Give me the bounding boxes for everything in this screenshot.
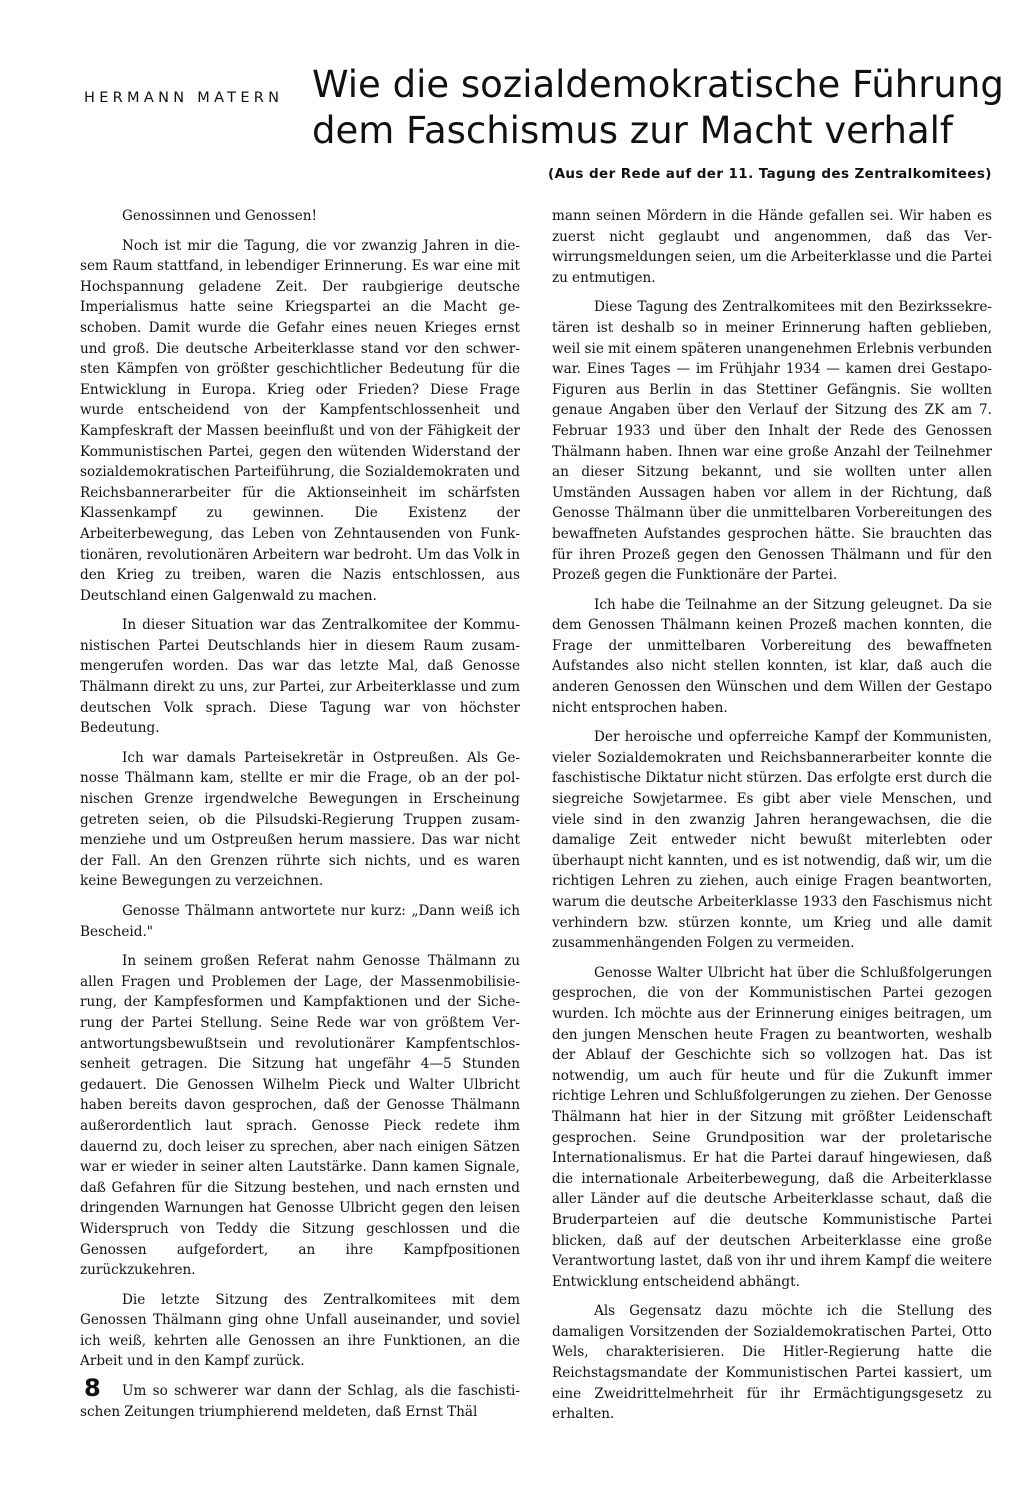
text-column-left: [80, 206, 520, 1431]
paragraph: Der heroische und opferreiche Kampf der Kommunisten, vieler Sozialdemokraten und Reichsbannerarbeiter konnte die faschistische Diktatur nicht stürzen. Das erfolgte erst durch die siegreiche Sowjetarmee. Es gibt aber viele Menschen, und viele sind in den zwanzig Jahren herangewachsen, die die damalige Zeit entweder nicht bewußt miterlebten oder überhaupt nicht kannten, und es ist notwendig, daß wir, um die richtigen Lehren zu ziehen, auch einige Fragen beantworten, warum die deutsche Arbeiterklasse 1933 den Faschismus nicht verhindern bzw. stürzen konnte, um Krieg und alle damit zusammenhängenden Folgen zu vermeiden.: [552, 729, 992, 952]
paragraph: Genossinnen und Genossen!: [122, 208, 317, 224]
title-line-2: dem Faschismus zur Macht verhalf: [312, 109, 953, 152]
paragraph: Als Gegensatz dazu möchte ich die Stellung des damaligen Vorsitzenden der Sozialdemokratischen Partei, Otto Wels, charakterisieren. Die Hitler-Regierung hatte die Reichstagsmandate der Kommunistischen Partei kassiert, um eine Zweidrittelmehrheit für ihr Ermächtigungsgesetz zu erhalten.: [552, 1303, 992, 1423]
paragraph: Die letzte Sitzung des Zentralkomitees mit dem Genossen Thälmann ging ohne Unfall auseinander, und soviel ich weiß, kehrten alle Genossen an ihre Funktionen, an die Arbeit und in den Kampf zurück.: [80, 1291, 520, 1370]
paragraph: Diese Tagung des Zentralkomitees mit den Bezirkssekretären ist deshalb so in meiner Erinnerung haften geblieben, weil sie mit einem späteren unangenehmen Erlebnis verbunden war. Eines Tages — im Frühjahr 1934 — kamen drei Gestapo-Figuren aus Berlin in das Stettiner Gefängnis. Sie wollten genaue Angaben über den Verlauf der Sitzung des ZK am 7. Februar 1933 und über den Inhalt der Rede des Genossen Thälmann haben. Ihnen war eine große Anzahl der Teilnehmer an dieser Sitzung bekannt, und sie wollten unter allen Umständen Aussagen haben vor allem in der Richtung, daß Genosse Thälmann über die unmittelbaren Vorbereitungen des bewaffneten Aufstandes gesprochen hätte. Sie brauchten das für ihren Prozeß gegen den Genossen Thälmann und für den Prozeß gegen die Funktionäre der Partei.: [552, 299, 992, 584]
paragraph: Um so schwerer war dann der Schlag, als die faschistischen Zeitungen triumphierend meldeten, daß Ernst Thäl: [80, 1383, 520, 1420]
paragraph-continued: mann seinen Mördern in die Hände gefallen sei. Wir haben es zuerst nicht geglaubt und angenommen, daß das Verwirrungsmeldungen seien, um die Arbeiterklasse und die Partei zu entmutigen.: [552, 208, 992, 286]
paragraph: Noch ist mir die Tagung, die vor zwanzig Jahren in diesem Raum stattfand, in lebendiger Erinnerung. Es war eine mit Hochspannung geladene Zeit. Der raubgierige deutsche Imperialismus hatte seine Kriegspartei an die Macht geschoben. Damit wurde die Gefahr eines neuen Krieges ernst und groß. Die deutsche Arbeiterklasse stand vor den schwersten Kämpfen von größter geschichtlicher Bedeutung für die Entwicklung in Europa. Krieg oder Frieden? Diese Frage wurde entscheidend von der Kampfentschlossenheit und Kampfeskraft der Massen beeinflußt und von der Fähigkeit der Kommunistischen Partei, gegen den wütenden Widerstand der sozialdemokratischen Parteiführung, die Sozialdemokraten und Reichsbannerarbeiter für die Aktionseinheit im schärfsten Klassenkampf zu gewinnen. Die Existenz der Arbeiterbewegung, das Leben von Zehntausenden von Funktionären, revolutionären Arbeitern war bedroht. Um das Volk in den Krieg zu treiben, waren die Nazis entschlossen, aus Deutschland einen Galgenwald zu machen.: [80, 237, 520, 604]
article-title: [312, 62, 1002, 154]
paragraph: Ich war damals Parteisekretär in Ostpreußen. Als Genosse Thälmann kam, stellte er mir die Frage, ob an der polnischen Grenze irgendwelche Bewegungen in Erscheinung getreten seien, ob die Pilsudski-Regierung Truppen zusammenziehe und um Ostpreußen herum massiere. Das war nicht der Fall. An den Grenzen rührte sich nichts, und es waren keine Bewegungen zu verzeichnen.: [80, 749, 520, 890]
paragraph: Ich habe die Teilnahme an der Sitzung geleugnet. Da sie dem Genossen Thälmann keinen Prozeß machen konnten, die Frage der unmittelbaren Vorbereitung des bewaffneten Aufstandes also nicht stellen konnten, ist klar, daß auch die anderen Genossen den Wünschen und dem Willen der Gestapo nicht entsprochen haben.: [552, 596, 992, 716]
paragraph: Genosse Walter Ulbricht hat über die Schlußfolgerungen gesprochen, die von der Kommunistischen Partei gezogen wurden. Ich möchte aus der Erinnerung einiges beitragen, um den jungen Menschen heute Fragen zu beantworten, weshalb der Ablauf der Geschichte sich so vollzogen hat. Das ist notwendig, um auch für heute und für die Zukunft immer richtige Lehren und Schlußfolgerungen zu ziehen. Der Genosse Thälmann hat hier in der Sitzung mit größter Leidenschaft gesprochen. Seine Grundposition war der proletarische Internationalismus. Er hat die Partei darauf hingewiesen, daß die internationale Arbeiterbewegung, daß die Arbeiterklasse aller Länder auf die deutsche Arbeiterklasse schaut, daß die Bruderparteien auf die deutsche Kommunistische Partei blicken, daß auf der deutschen Arbeiterklasse eine große Verantwortung lastet, daß von ihr und ihrem Kampf die weitere Entwicklung entscheidend abhängt.: [552, 964, 992, 1290]
paragraph: In seinem großen Referat nahm Genosse Thälmann zu allen Fragen und Problemen der Lage, der Massenmobilisierung, der Kampfesformen und Kampfaktionen und der Sicherung der Partei Stellung. Seine Rede war von größtem Verantwortungsbewußtsein und revolutionärer Kampfentschlossenheit getragen. Die Sitzung hat ungefähr 4—5 Stunden gedauert. Die Genossen Wilhelm Pieck und Walter Ulbricht haben bereits davon gesprochen, daß der Genosse Thälmann außerordentlich laut sprach. Genosse Pieck redete ihm dauernd zu, doch leiser zu sprechen, aber nach einigen Sätzen war er wieder in seiner alten Lautstärke. Dann kamen Signale, daß Gefahren für die Sitzung bestehen, und nach ernsten und dringenden Warnungen hat Genosse Ulbricht gegen den leisen Widerspruch von Teddy die Sitzung geschlossen und die Genossen aufgefordert, an ihre Kampfpositionen zurückzukehren.: [80, 953, 520, 1279]
article-subtitle: (Aus der Rede auf der 11. Tagung des Zentralkomitees): [548, 166, 992, 182]
page-number: 8: [84, 1374, 101, 1402]
paragraph: Genosse Thälmann antwortete nur kurz: „Dann weiß ich Bescheid.": [80, 903, 520, 940]
paragraph: In dieser Situation war das Zentralkomitee der Kommunistischen Partei Deutschlands hier in diesem Raum zusammengerufen worden. Das war das letzte Mal, daß Genosse Thälmann direkt zu uns, zur Partei, zur Arbeiterklasse und zum deutschen Volk sprach. Diese Tagung war von höchster Bedeutung.: [80, 617, 520, 737]
author-name: HERMANN MATERN: [84, 90, 284, 106]
title-line-1: Wie die sozialdemokratische Führung: [312, 63, 1004, 106]
text-column-right: [552, 206, 992, 1434]
